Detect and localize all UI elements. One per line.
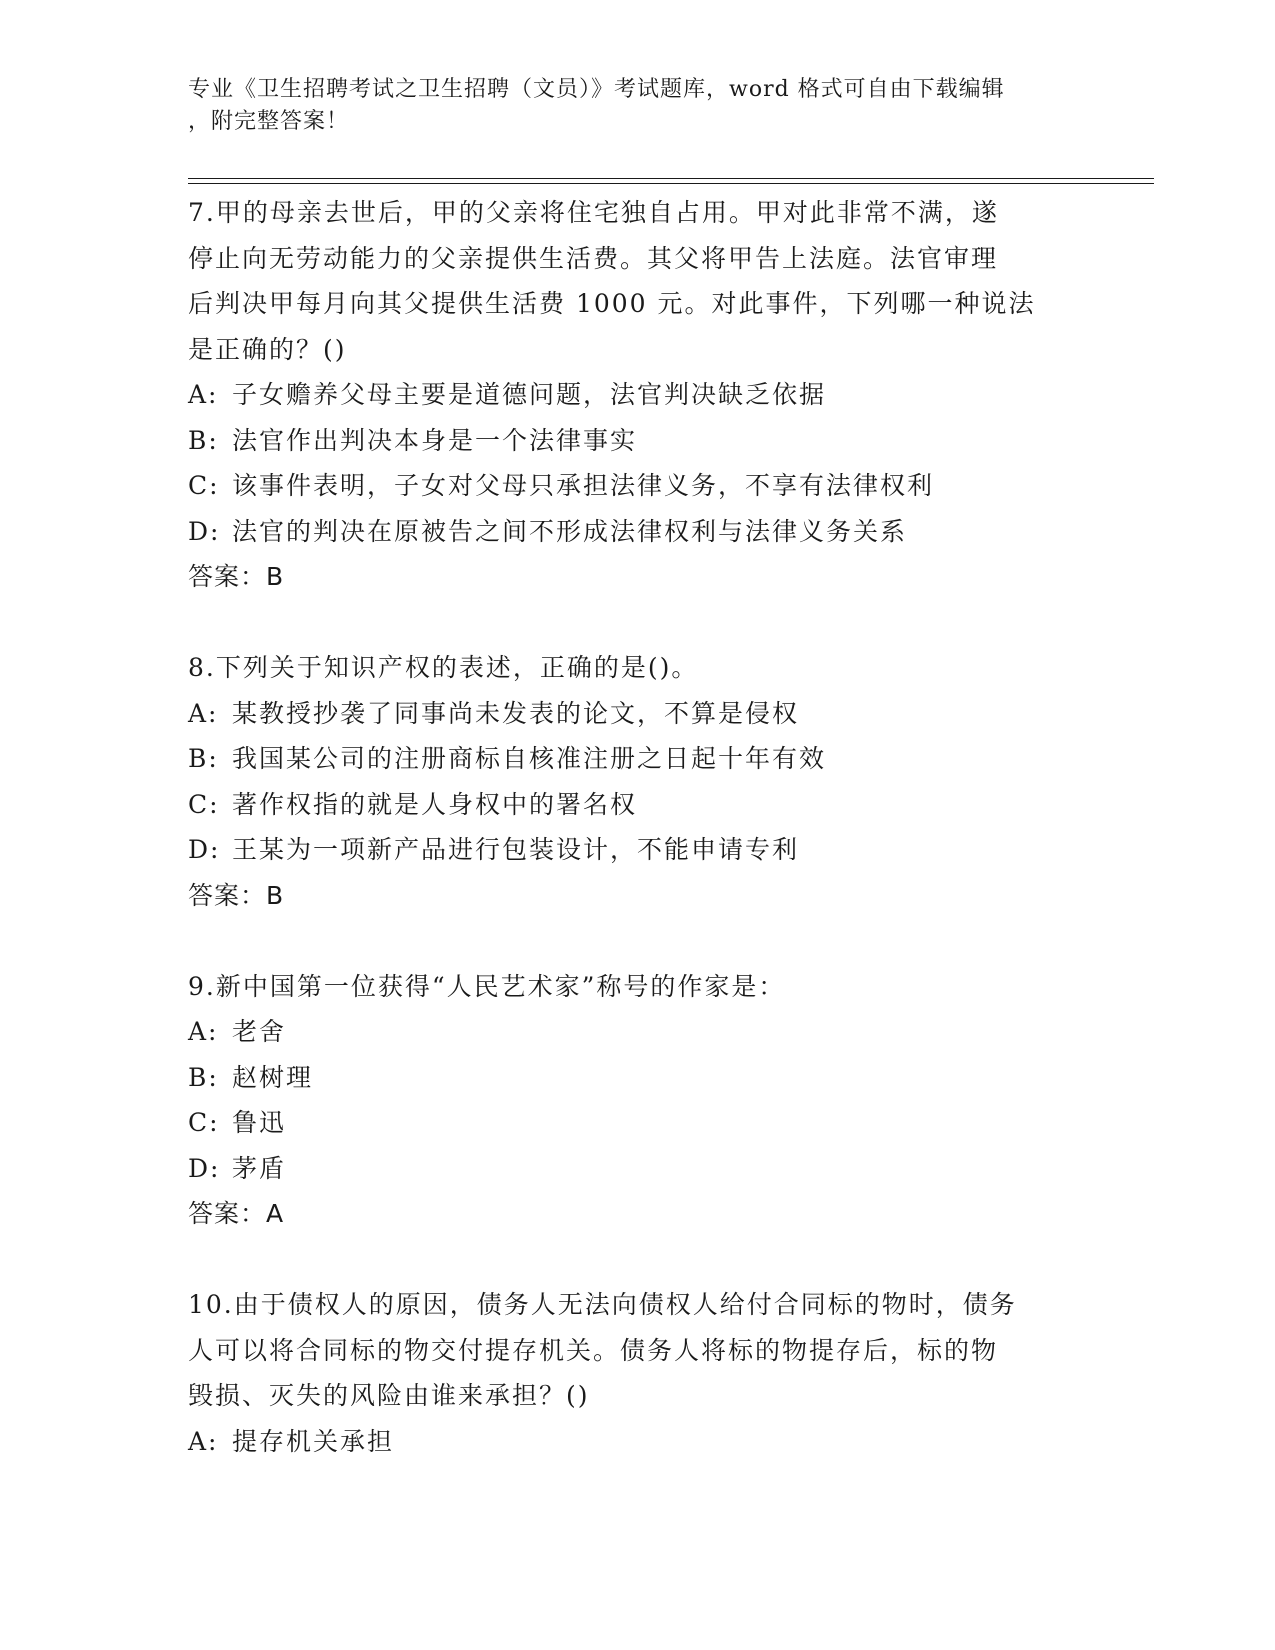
option-d — [188, 827, 1088, 873]
option-a — [188, 372, 1088, 418]
header-divider-bottom — [188, 183, 1154, 184]
document-header — [188, 74, 1078, 138]
question-spacer — [188, 918, 1088, 964]
option-text: 著作权指的就是人身权中的署名权 — [232, 789, 638, 819]
option-d — [188, 1146, 1088, 1192]
question-text-line: 后判决甲每月向其父提供生活费 1000 元。对此事件，下列哪一种说法 — [188, 289, 1036, 318]
option-b — [188, 1055, 1088, 1101]
option-text: 鲁迅 — [232, 1108, 287, 1137]
header-divider-top — [188, 178, 1154, 179]
question-list — [188, 190, 1088, 1464]
option-b — [188, 418, 1088, 464]
header-line-2: ，附完整答案！ — [188, 109, 350, 134]
answer-line: 答案：B — [188, 880, 285, 910]
question-text-line: 9.新中国第一位获得“人民艺术家”称号的作家是： — [188, 971, 786, 1001]
option-letter: A: — [188, 1017, 219, 1046]
option-letter: D: — [188, 1153, 221, 1183]
option-a — [188, 1419, 1088, 1465]
option-letter: A: — [188, 1426, 219, 1456]
option-text: 某教授抄袭了同事尚未发表的论文，不算是侵权 — [232, 698, 800, 728]
option-letter: B: — [188, 744, 219, 773]
option-letter: D: — [188, 516, 221, 546]
option-letter: C: — [188, 471, 220, 500]
question-text-line: 10.由于债权人的原因，债务人无法向债权人给付合同标的物时，债务 — [188, 1290, 1017, 1319]
option-text: 我国某公司的注册商标自核准注册之日起十年有效 — [232, 744, 827, 773]
option-a — [188, 691, 1088, 737]
option-text: 提存机关承担 — [232, 1426, 395, 1456]
question-7 — [188, 190, 1088, 600]
question-10 — [188, 1282, 1088, 1464]
question-9 — [188, 964, 1088, 1237]
option-text: 赵树理 — [232, 1062, 314, 1092]
question-8 — [188, 645, 1088, 918]
option-text: 法官的判决在原被告之间不形成法律权利与法律义务关系 — [232, 516, 908, 546]
question-text-line: 人可以将合同标的物交付提存机关。债务人将标的物提存后，标的物 — [188, 1335, 999, 1365]
option-letter: B: — [188, 1062, 219, 1092]
option-letter: B: — [188, 425, 219, 455]
option-b — [188, 736, 1088, 782]
option-d — [188, 509, 1088, 555]
question-text-line: 是正确的？() — [188, 334, 347, 364]
option-letter: C: — [188, 1108, 220, 1137]
option-letter: A: — [188, 380, 219, 409]
option-text: 该事件表明，子女对父母只承担法律义务，不享有法律权利 — [232, 471, 935, 500]
question-text-line: 停止向无劳动能力的父亲提供生活费。其父将甲告上法庭。法官审理 — [188, 243, 999, 273]
option-text: 王某为一项新产品进行包装设计，不能申请专利 — [232, 835, 800, 864]
question-text-line: 8.下列关于知识产权的表述，正确的是()。 — [188, 653, 699, 682]
question-text-line: 毁损、灭失的风险由谁来承担？() — [188, 1381, 590, 1410]
question-spacer — [188, 1237, 1088, 1283]
option-c — [188, 463, 1088, 509]
header-line-1: 专业《卫生招聘考试之卫生招聘（文员）》考试题库，word 格式可自由下载编辑 — [188, 77, 1005, 102]
option-c — [188, 782, 1088, 828]
option-text: 子女赡养父母主要是道德问题，法官判决缺乏依据 — [232, 380, 827, 409]
option-letter: D: — [188, 835, 221, 864]
option-letter: C: — [188, 789, 220, 819]
question-text-line: 7.甲的母亲去世后，甲的父亲将住宅独自占用。甲对此非常不满，遂 — [188, 198, 999, 227]
answer-line: 答案：A — [188, 1199, 285, 1228]
option-text: 老舍 — [232, 1017, 287, 1046]
option-c — [188, 1100, 1088, 1146]
answer-line: 答案：B — [188, 562, 285, 591]
question-spacer — [188, 600, 1088, 646]
option-a — [188, 1009, 1088, 1055]
option-text: 法官作出判决本身是一个法律事实 — [232, 425, 638, 455]
option-letter: A: — [188, 698, 219, 728]
option-text: 茅盾 — [232, 1153, 287, 1183]
